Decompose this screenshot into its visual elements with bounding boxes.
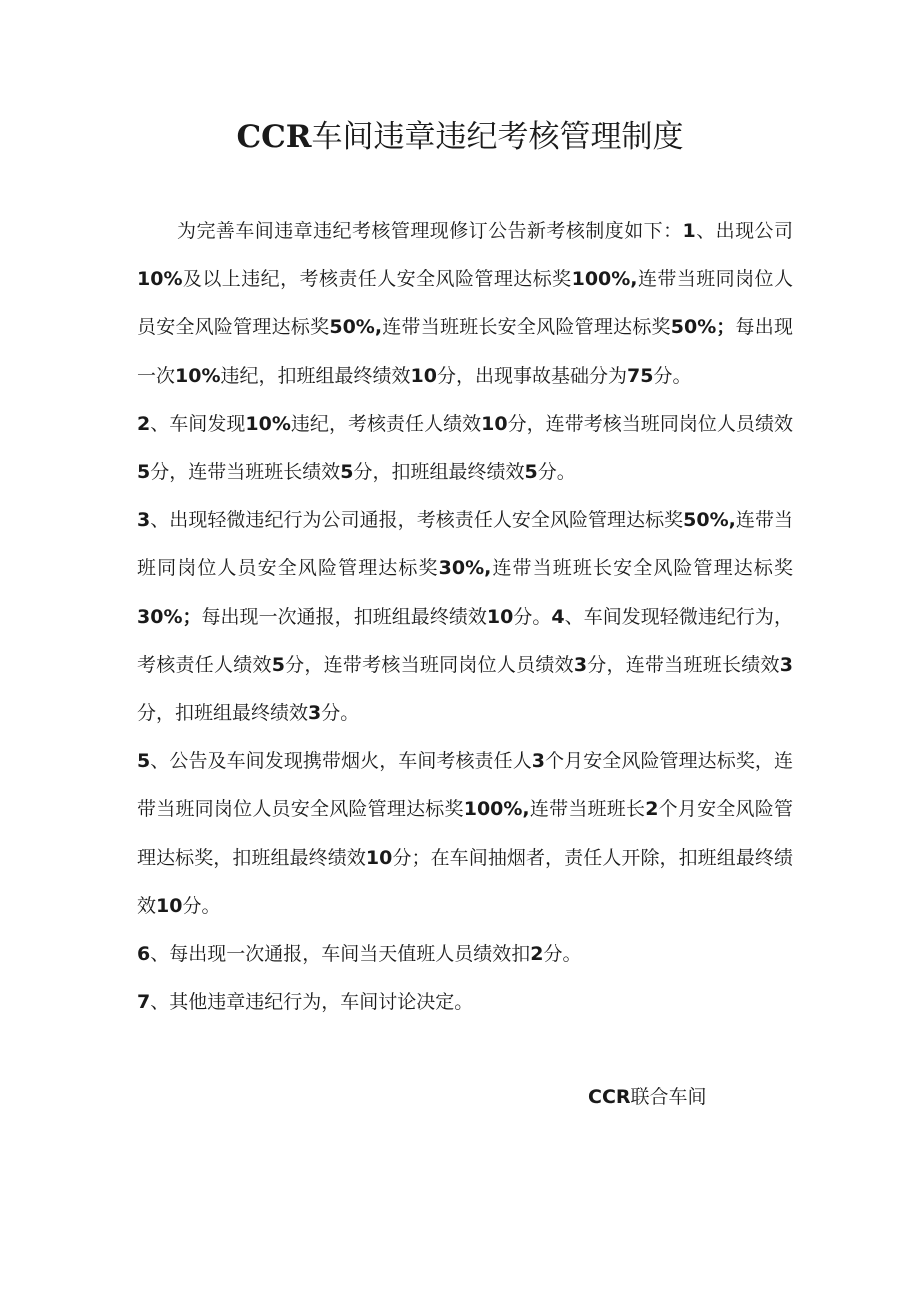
text-run: 分；在车间抽烟者，责任人开除，扣班组最终绩效 xyxy=(137,846,793,917)
bold-text-run: 2 xyxy=(137,412,151,435)
bold-text-run: 2 xyxy=(645,798,659,821)
text-run: 每出现一次通报，扣班组最终绩效 xyxy=(201,605,487,628)
text-run: 个月安全风险管理达标奖，扣班组最终绩效 xyxy=(137,798,793,869)
bold-text-run: 2 xyxy=(530,943,544,966)
text-run: 、每出现一次通报，车间当天值班人员绩效扣 xyxy=(150,943,531,966)
text-run: 连带当班同岗位人员安全风险管理达标奖 xyxy=(137,509,793,580)
text-run: 分。 xyxy=(513,605,552,628)
text-run: 分。 xyxy=(543,943,582,966)
text-run: 分，连带考核当班同岗位人员绩效 xyxy=(507,412,793,435)
bold-text-run: 5 xyxy=(524,461,538,484)
bold-text-run: 5 xyxy=(271,653,285,676)
bold-text-run: 10 xyxy=(365,846,393,869)
bold-text-run: 1 xyxy=(682,220,696,242)
bold-text-run: 30%, xyxy=(438,557,492,580)
text-run: 及以上违纪，考核责任人安全风险管理达标奖 xyxy=(182,268,572,291)
text-run: 连带当班班长 xyxy=(529,798,646,821)
paragraph xyxy=(137,400,793,496)
signature-text: 联合车间 xyxy=(630,1086,707,1108)
bold-text-run: 50%, xyxy=(683,509,736,532)
paragraph xyxy=(137,737,793,930)
text-run: 分，扣班组最终绩效 xyxy=(353,461,525,484)
bold-text-run: 30%； xyxy=(137,605,202,628)
bold-text-run: 75 xyxy=(626,364,654,387)
text-run: 违纪，考核责任人绩效 xyxy=(290,412,482,435)
bold-text-run: 3 xyxy=(137,509,151,532)
bold-text-run: 10% xyxy=(175,364,221,387)
bold-text-run: 10% xyxy=(137,268,183,291)
paragraph xyxy=(137,207,793,400)
bold-text-run: 10 xyxy=(410,364,437,387)
signature-latin: CCR xyxy=(588,1086,631,1108)
bold-text-run: 6 xyxy=(137,943,151,966)
paragraph xyxy=(137,930,793,978)
bold-text-run: 50%, xyxy=(329,316,383,339)
bold-text-run: 10 xyxy=(486,605,514,628)
text-run: 、公告及车间发现携带烟火，车间考核责任人 xyxy=(150,750,532,773)
bold-text-run: 3 xyxy=(308,702,322,725)
text-run: 分。 xyxy=(182,894,221,917)
bold-text-run: 4 xyxy=(551,605,565,628)
bold-text-run: 100%, xyxy=(463,798,530,821)
bold-text-run: 10 xyxy=(156,894,183,917)
bold-text-run: 3 xyxy=(779,653,793,676)
bold-text-run: 50%； xyxy=(670,316,736,339)
text-run: 违纪，扣班组最终绩效 xyxy=(220,364,411,387)
bold-text-run: 3 xyxy=(573,653,588,676)
bold-text-run: 10 xyxy=(481,412,508,435)
text-run: 分，连带当班班长绩效 xyxy=(150,461,341,484)
text-run: 、出现公司 xyxy=(695,220,793,242)
signature xyxy=(588,1077,707,1117)
paragraph xyxy=(137,978,793,1026)
text-run: 分，连带当班班长绩效 xyxy=(587,653,780,676)
text-run: 、车间发现轻微违纪行为，考核责任人绩效 xyxy=(137,605,793,676)
title-text: 车间违章违纪考核管理制度 xyxy=(311,119,684,155)
text-run: 分，出现事故基础分为 xyxy=(436,364,627,387)
text-run: 连带当班班长安全风险管理达标奖 xyxy=(382,316,671,339)
text-run: 分。 xyxy=(537,461,576,484)
paragraph xyxy=(137,496,793,737)
text-run: 、出现轻微违纪行为公司通报，考核责任人安全风险管理达标奖 xyxy=(150,509,684,532)
text-run: 每出现一次 xyxy=(137,316,793,387)
bold-text-run: 3 xyxy=(531,750,546,773)
document-title xyxy=(0,114,920,160)
text-run: 为完善车间违章违纪考核管理现修订公告新考核制度如下： xyxy=(177,220,683,242)
text-run: 分，连带考核当班同岗位人员绩效 xyxy=(284,653,574,676)
text-run: 、车间发现 xyxy=(150,412,246,435)
text-run: 连带当班班长安全风险管理达标奖 xyxy=(491,557,793,580)
bold-text-run: 5 xyxy=(137,461,151,484)
text-run: 分，扣班组最终绩效 xyxy=(137,702,309,725)
title-latin: CCR xyxy=(236,119,312,155)
bold-text-run: 7 xyxy=(137,991,151,1014)
bold-text-run: 100%, xyxy=(571,268,638,291)
text-run: 分。 xyxy=(321,702,360,725)
text-run: 连带当班同岗位人员安全风险管理达标奖 xyxy=(137,268,793,339)
bold-text-run: 5 xyxy=(340,461,354,484)
text-run: 分。 xyxy=(653,364,692,387)
bold-text-run: 5 xyxy=(137,750,151,773)
document-body xyxy=(137,207,793,1026)
text-run: 个月安全风险管理达标奖，连带当班同岗位人员安全风险管理达标奖 xyxy=(137,750,793,821)
text-run: 、其他违章违纪行为，车间讨论决定。 xyxy=(150,991,474,1014)
bold-text-run: 10% xyxy=(245,412,291,435)
